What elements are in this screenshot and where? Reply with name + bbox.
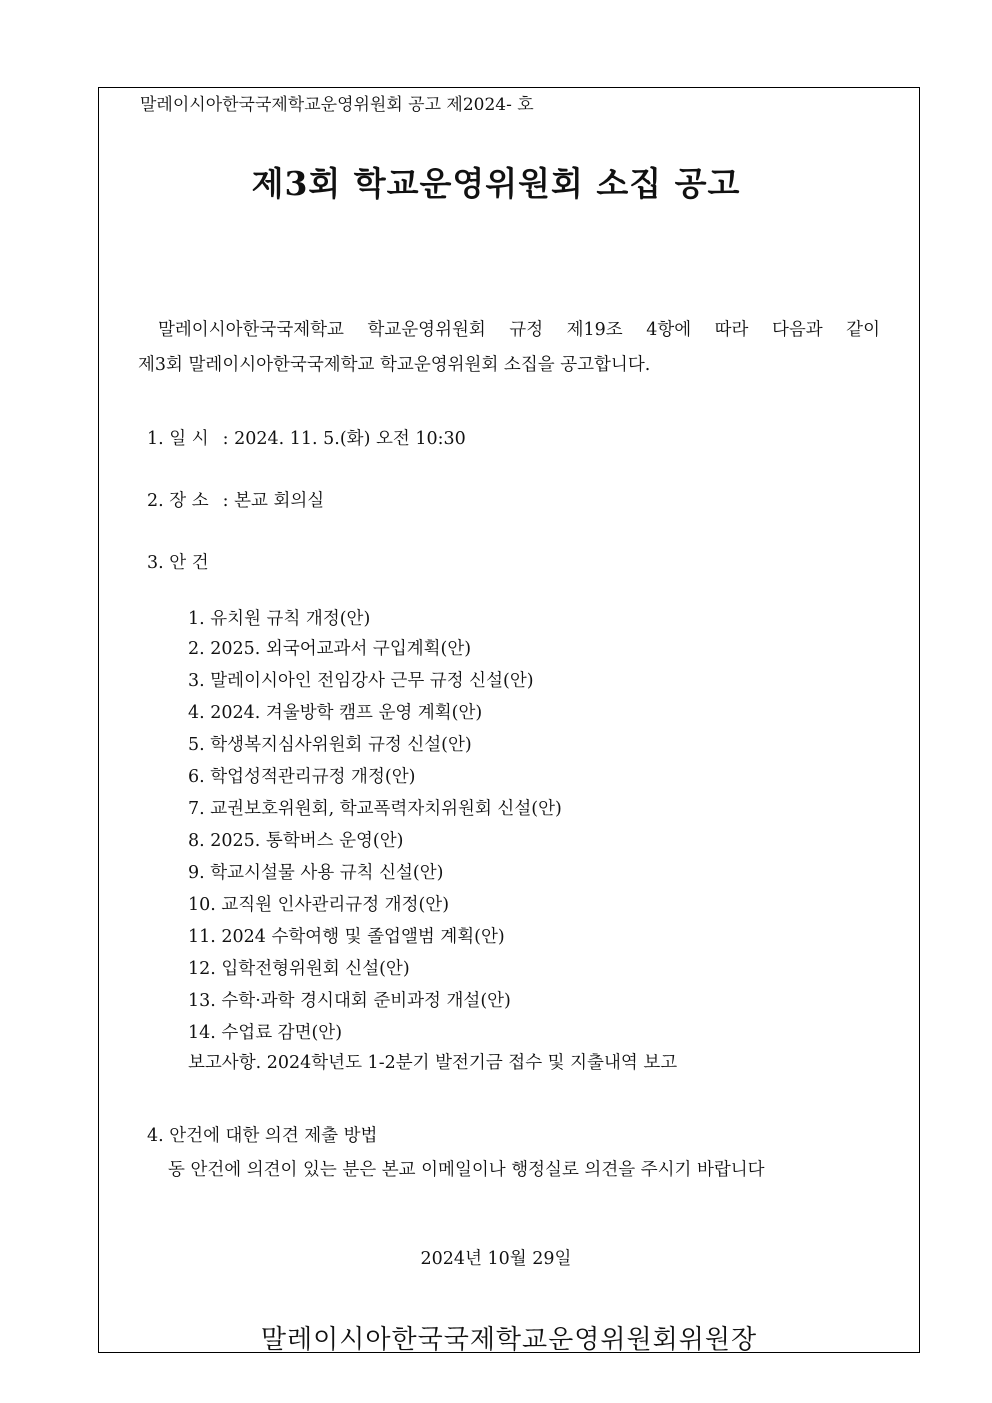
agenda-item: 8. 2025. 통학버스 운영(안) [188, 831, 404, 851]
document-title: 제3회 학교운영위원회 소집 공고 [251, 164, 741, 203]
report-item: 보고사항. 2024학년도 1-2분기 발전기금 접수 및 지출내역 보고 [188, 1053, 678, 1073]
agenda-item: 6. 학업성적관리규정 개정(안) [188, 767, 416, 787]
agenda-item: 11. 2024 수학여행 및 졸업앨범 계획(안) [188, 927, 505, 947]
agenda-item: 12. 입학전형위원회 신설(안) [188, 959, 410, 979]
datetime-label: 1. 일 시 [147, 429, 209, 449]
agenda-item: 4. 2024. 겨울방학 캠프 운영 계획(안) [188, 703, 483, 723]
signer-title: 말레이시아한국국제학교운영위원회위원장 [260, 1325, 758, 1355]
place-label: 2. 장 소 [147, 491, 209, 511]
notice-number: 말레이시아한국국제학교운영위원회 공고 제2024- 호 [140, 95, 534, 115]
section-opinion-heading: 4. 안건에 대한 의견 제출 방법 [147, 1126, 378, 1146]
agenda-item: 9. 학교시설물 사용 규칙 신설(안) [188, 863, 444, 883]
agenda-item: 5. 학생복지심사위원회 규정 신설(안) [188, 735, 472, 755]
intro-line-1: 말레이시아한국국제학교 학교운영위원회 규정 제19조 4항에 따라 다음과 같이 [158, 320, 880, 340]
opinion-text: 동 안건에 의견이 있는 분은 본교 이메일이나 행정실로 의견을 주시기 바랍니다 [168, 1160, 765, 1180]
agenda-item: 14. 수업료 감면(안) [188, 1023, 343, 1043]
intro-line-2: 제3회 말레이시아한국국제학교 학교운영위원회 소집을 공고합니다. [138, 355, 651, 375]
section-datetime [147, 425, 466, 450]
intro-paragraph [138, 313, 880, 383]
agenda-item: 3. 말레이시아인 전임강사 근무 규정 신설(안) [188, 671, 534, 691]
agenda-item: 1. 유치원 규칙 개정(안) [188, 609, 371, 629]
agenda-list [188, 606, 562, 1049]
section-agenda-heading: 3. 안 건 [147, 553, 209, 573]
notice-date: 2024년 10월 29일 [420, 1249, 572, 1269]
section-place [147, 487, 324, 512]
agenda-item: 7. 교권보호위원회, 학교폭력자치위원회 신설(안) [188, 799, 562, 819]
agenda-item: 10. 교직원 인사관리규정 개정(안) [188, 895, 450, 915]
agenda-item: 2. 2025. 외국어교과서 구입계획(안) [188, 639, 472, 659]
agenda-item: 13. 수학·과학 경시대회 준비과정 개설(안) [188, 991, 511, 1011]
place-value: : 본교 회의실 [222, 491, 325, 511]
datetime-value: : 2024. 11. 5.(화) 오전 10:30 [222, 429, 466, 449]
